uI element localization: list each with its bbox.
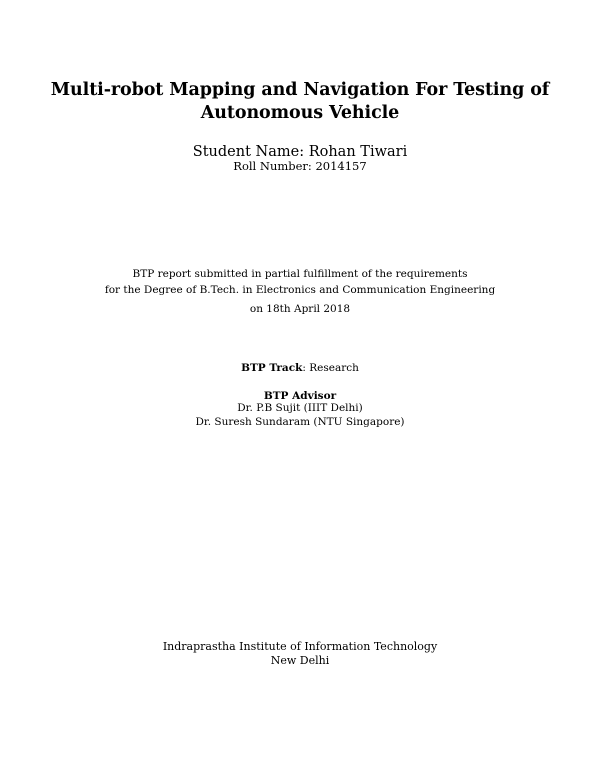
report-title-line-2: Autonomous Vehicle [200, 103, 400, 123]
btp-track [0, 361, 600, 375]
submission-statement-line-1: BTP report submitted in partial fulfillment of the requirements [132, 268, 468, 280]
submission-statement-line-2: for the Degree of B.Tech. in Electronics and Communication Engineering [104, 284, 496, 296]
btp-track-label: BTP Track [241, 362, 303, 374]
report-title-line-1: Multi-robot Mapping and Navigation For Testing of [50, 80, 550, 100]
institution-name: Indraprastha Institute of Information Technology [162, 640, 438, 653]
advisor-name: Dr. P.B Sujit (IIIT Delhi) [237, 402, 363, 414]
btp-track-value: : Research [302, 362, 359, 374]
submission-date: on 18th April 2018 [249, 303, 351, 315]
advisor-name: Dr. Suresh Sundaram (NTU Singapore) [195, 416, 405, 428]
roll-number: Roll Number: 2014157 [233, 159, 367, 173]
institution-city: New Delhi [270, 654, 330, 667]
student-name: Student Name: Rohan Tiwari [192, 144, 408, 160]
advisor-heading: BTP Advisor [263, 390, 337, 402]
